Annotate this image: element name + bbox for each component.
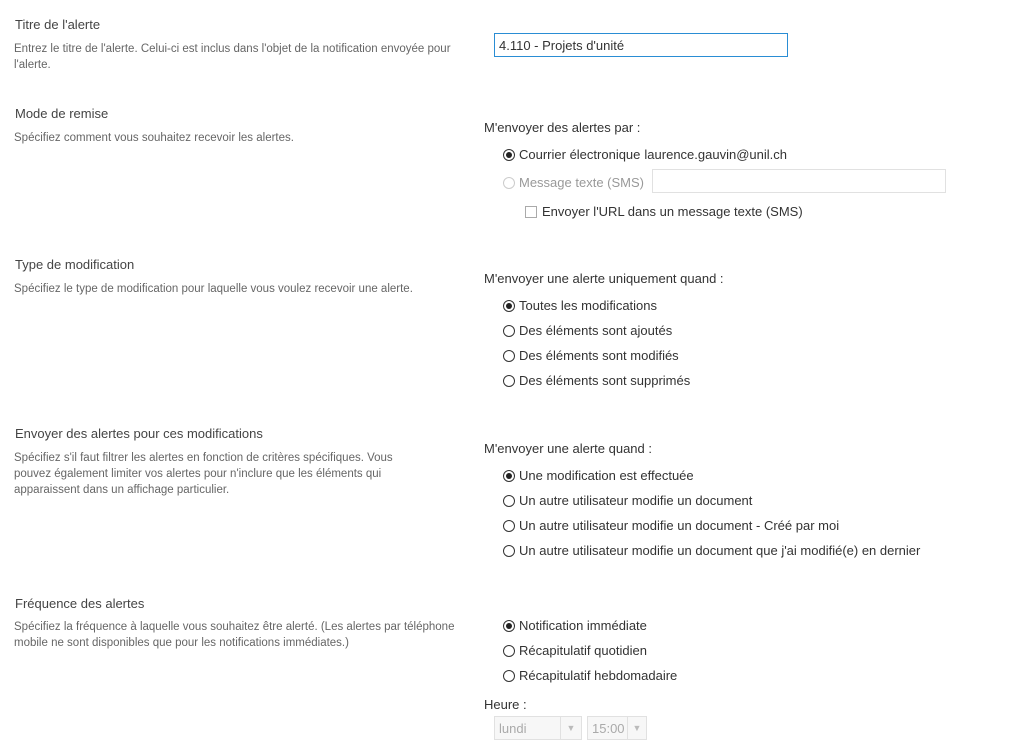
change-type-description: Spécifiez le type de modification pour laquelle vous voulez recevoir une alerte. xyxy=(14,283,413,295)
change-type-heading: Type de modification xyxy=(15,257,135,272)
filter-option[interactable] xyxy=(503,518,839,533)
filter-radio[interactable] xyxy=(503,470,515,482)
filter-option-label: Un autre utilisateur modifie un document xyxy=(519,493,753,508)
alert-title-description: Entrez le titre de l'alerte. Celui-ci est inclus dans l'objet de la notification envoyée pour l'alerte. xyxy=(14,43,451,71)
frequency-option[interactable] xyxy=(503,643,647,658)
filter-option-label: Un autre utilisateur modifie un document - Créé par moi xyxy=(519,518,840,533)
delivery-sms-option xyxy=(503,175,644,190)
email-address: laurence.gauvin@unil.ch xyxy=(644,147,787,162)
chevron-down-icon: ▼ xyxy=(627,717,646,739)
frequency-option-label: Récapitulatif hebdomadaire xyxy=(519,668,678,683)
email-option-label: Courrier électronique xyxy=(519,147,641,162)
frequency-radio[interactable] xyxy=(503,670,515,682)
delivery-label: M'envoyer des alertes par : xyxy=(484,120,641,135)
frequency-option-label: Récapitulatif quotidien xyxy=(519,643,647,658)
change-type-radio[interactable] xyxy=(503,375,515,387)
hour-select xyxy=(587,716,647,740)
filter-radio[interactable] xyxy=(503,520,515,532)
filter-description: Spécifiez s'il faut filtrer les alertes en fonction de critères spécifiques. Vous pouvez également limiter vos alertes pour n'inclure que les éléments qui apparaissent dans un affichage particulier. xyxy=(14,452,393,496)
change-type-radio[interactable] xyxy=(503,300,515,312)
filter-radio[interactable] xyxy=(503,495,515,507)
frequency-radio[interactable] xyxy=(503,645,515,657)
delivery-email-option[interactable] xyxy=(503,147,787,162)
alert-title-heading: Titre de l'alerte xyxy=(15,17,101,32)
frequency-option[interactable] xyxy=(503,618,647,633)
alert-title-input[interactable] xyxy=(494,33,788,57)
change-type-option[interactable] xyxy=(503,323,672,338)
change-type-option[interactable] xyxy=(503,373,690,388)
sms-url-checkbox-option xyxy=(525,204,803,219)
change-type-radio[interactable] xyxy=(503,325,515,337)
sms-radio xyxy=(503,177,515,189)
chevron-down-icon: ▼ xyxy=(560,717,581,739)
sms-url-checkbox xyxy=(525,206,537,218)
delivery-heading: Mode de remise xyxy=(15,106,109,121)
frequency-option-label: Notification immédiate xyxy=(519,618,647,633)
day-select-value: lundi xyxy=(499,720,527,736)
frequency-radio[interactable] xyxy=(503,620,515,632)
hour-select-value: 15:00 xyxy=(592,720,625,736)
change-type-option[interactable] xyxy=(503,348,679,363)
email-radio[interactable] xyxy=(503,149,515,161)
change-type-option-label: Des éléments sont ajoutés xyxy=(519,323,673,338)
time-label: Heure : xyxy=(484,697,527,712)
filter-heading: Envoyer des alertes pour ces modifications xyxy=(15,426,263,441)
frequency-option[interactable] xyxy=(503,668,677,683)
filter-option[interactable] xyxy=(503,493,752,508)
sms-option-label: Message texte (SMS) xyxy=(519,175,644,190)
filter-option[interactable] xyxy=(503,468,694,483)
change-type-option[interactable] xyxy=(503,298,657,313)
filter-option[interactable] xyxy=(503,543,920,558)
filter-option-label: Un autre utilisateur modifie un document que j'ai modifié(e) en dernier xyxy=(519,543,921,558)
frequency-description: Spécifiez la fréquence à laquelle vous souhaitez être alerté. (Les alertes par téléphone mobile ne sont disponibles que pour les notifications immédiates.) xyxy=(14,621,455,649)
frequency-heading: Fréquence des alertes xyxy=(15,596,145,611)
sms-number-input xyxy=(652,169,946,193)
sms-url-checkbox-label: Envoyer l'URL dans un message texte (SMS) xyxy=(542,204,803,219)
delivery-description: Spécifiez comment vous souhaitez recevoir les alertes. xyxy=(14,132,294,144)
change-type-option-label: Toutes les modifications xyxy=(519,298,658,313)
change-type-option-label: Des éléments sont supprimés xyxy=(519,373,691,388)
change-type-radio[interactable] xyxy=(503,350,515,362)
filter-radio[interactable] xyxy=(503,545,515,557)
filter-option-label: Une modification est effectuée xyxy=(519,468,694,483)
day-select xyxy=(494,716,582,740)
filter-label: M'envoyer une alerte quand : xyxy=(484,441,652,456)
change-type-label: M'envoyer une alerte uniquement quand : xyxy=(484,271,724,286)
change-type-option-label: Des éléments sont modifiés xyxy=(519,348,679,363)
